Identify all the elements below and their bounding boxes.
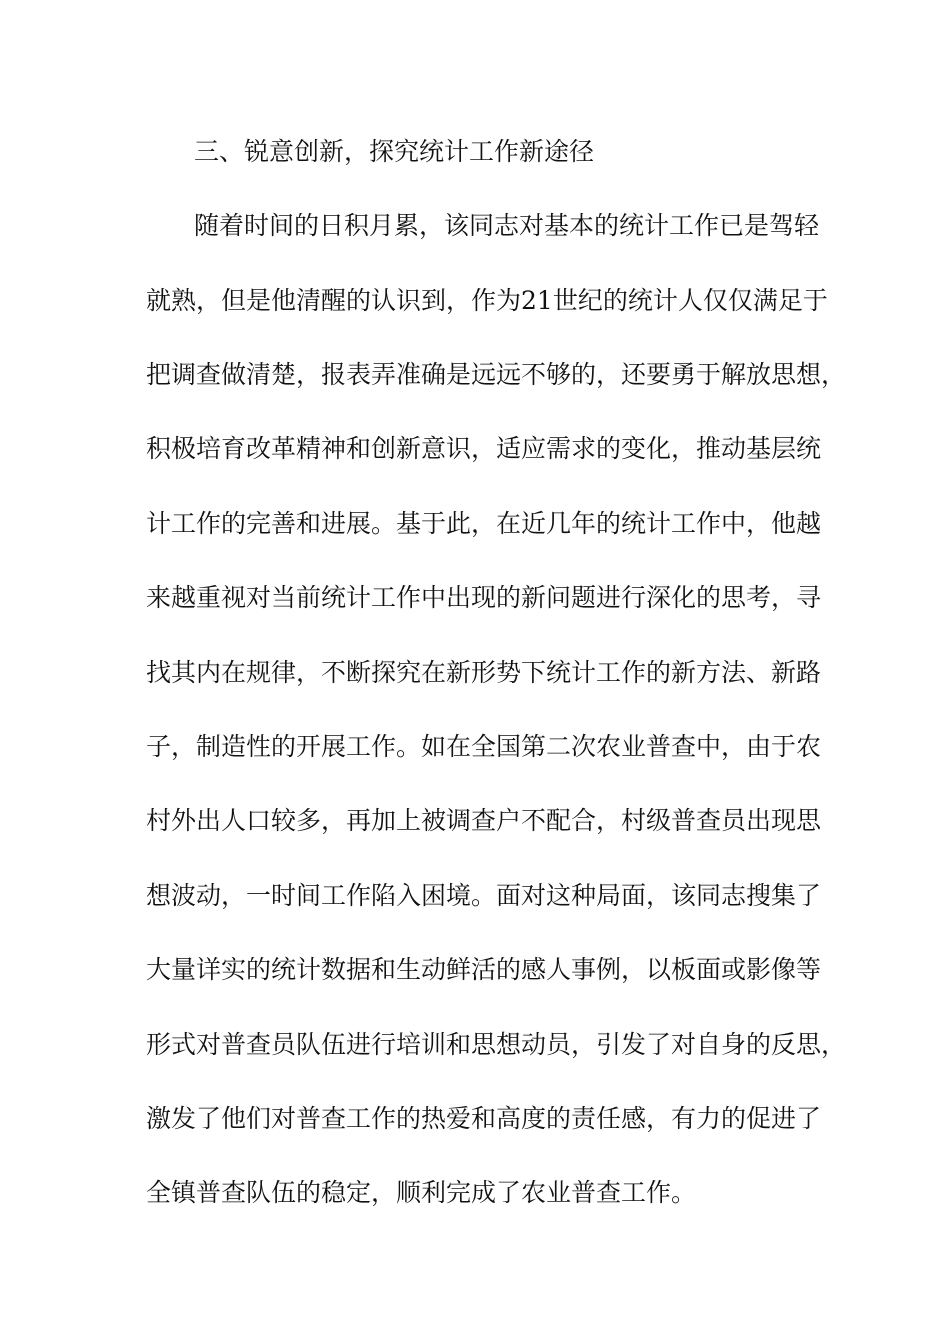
paragraph-line: 计工作的完善和进展。基于此，在近几年的统计工作中，他越 bbox=[146, 509, 822, 538]
paragraph-line: 把调查做清楚，报表弄准确是远远不够的，还要勇于解放思想， bbox=[146, 360, 847, 389]
paragraph-line: 随着时间的日积月累，该同志对基本的统计工作已是驾轻 bbox=[194, 211, 820, 240]
paragraph-line: 来越重视对当前统计工作中出现的新问题进行深化的思考，寻 bbox=[146, 583, 822, 612]
paragraph-line: 子，制造性的开展工作。如在全国第二次农业普查中，由于农 bbox=[146, 732, 822, 761]
paragraph-line: 村外出人口较多，再加上被调查户不配合，村级普查员出现思 bbox=[146, 806, 822, 835]
paragraph-line: 大量详实的统计数据和生动鲜活的感人事例，以板面或影像等 bbox=[146, 955, 822, 984]
paragraph-line: 激发了他们对普查工作的热爱和高度的责任感，有力的促进了 bbox=[146, 1104, 822, 1133]
paragraph-line: 想波动，一时间工作陷入困境。面对这种局面，该同志搜集了 bbox=[146, 881, 822, 910]
paragraph-line: 就熟，但是他清醒的认识到，作为21世纪的统计人仅仅满足于 bbox=[146, 286, 828, 315]
paragraph-line: 形式对普查员队伍进行培训和思想动员，引发了对自身的反思， bbox=[146, 1030, 847, 1059]
paragraph-line: 找其内在规律，不断探究在新形势下统计工作的新方法、新路 bbox=[146, 658, 822, 687]
paragraph-line: 全镇普查队伍的稳定，顺利完成了农业普查工作。 bbox=[146, 1178, 697, 1207]
paragraph-line: 积极培育改革精神和创新意识，适应需求的变化，推动基层统 bbox=[146, 434, 822, 463]
section-heading: 三、锐意创新，探究统计工作新途径 bbox=[194, 137, 595, 166]
